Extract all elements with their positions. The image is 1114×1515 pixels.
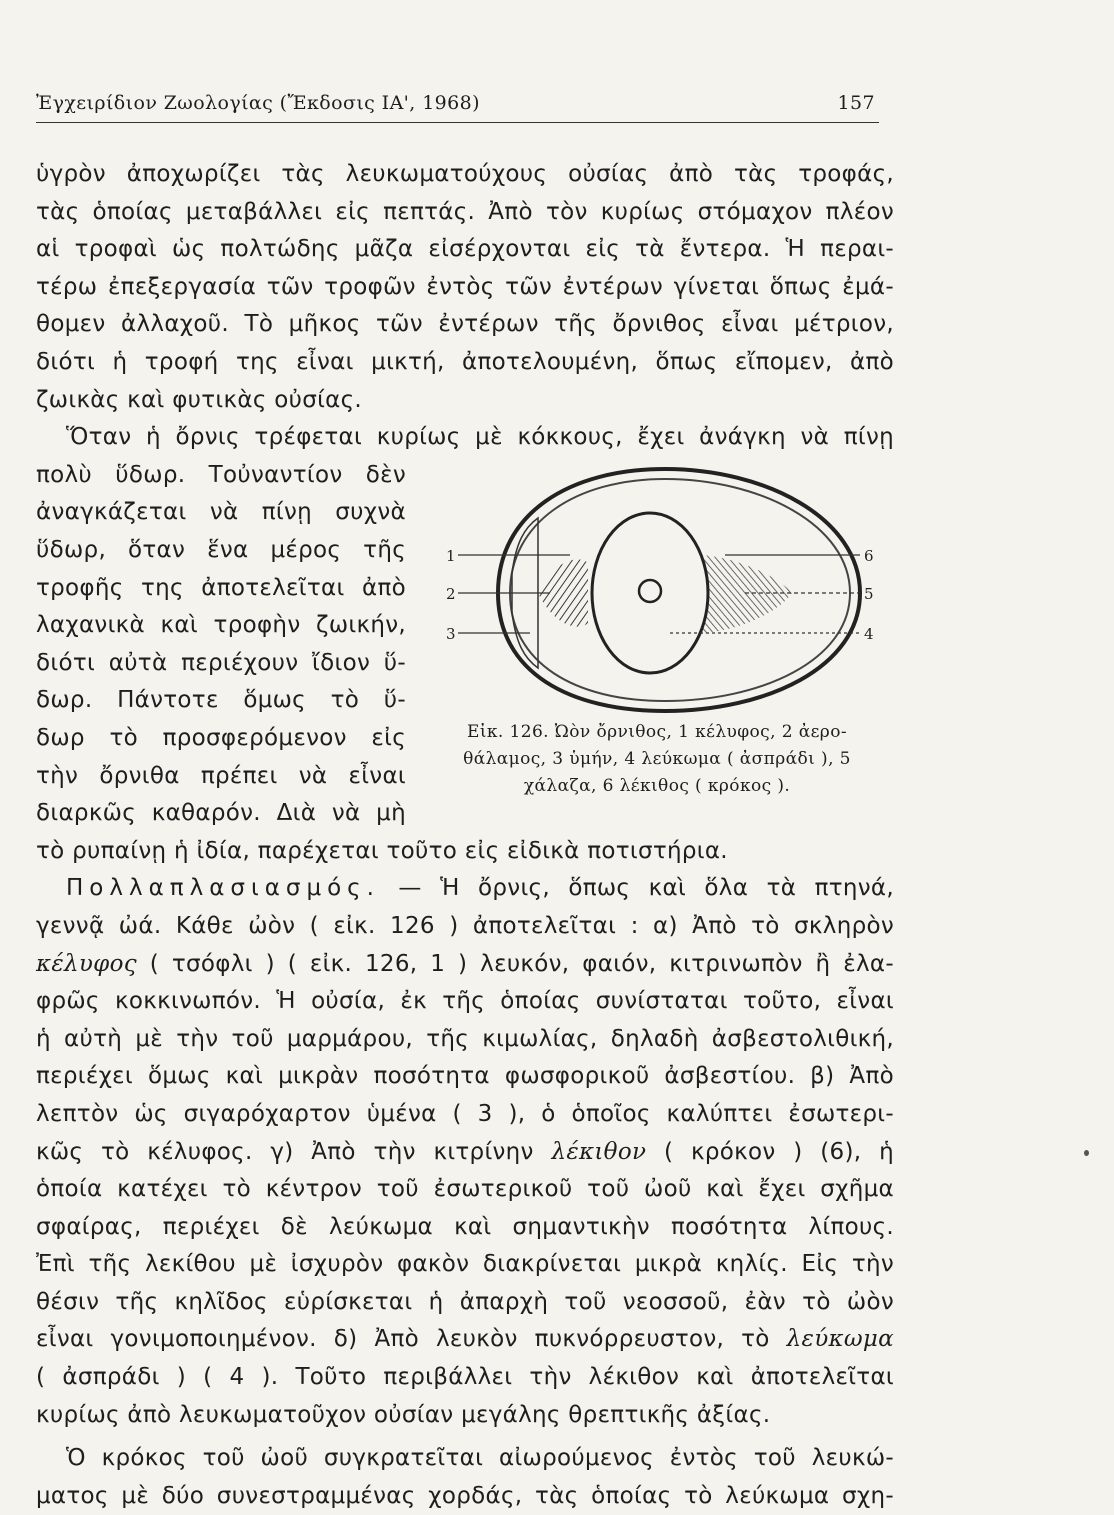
text-line: τέρω ἐπεξεργασία τῶν τροφῶν ἐντὸς τῶν ἐντέρων γίνεται ὅπως ἐμά- [36, 273, 894, 300]
text-line [36, 870, 894, 908]
label-3: 3 [446, 624, 456, 643]
egg-diagram [420, 463, 894, 713]
term-shell: κέλυφος [36, 950, 137, 977]
text-line: περιέχει ὅμως καὶ μικρὰν ποσότητα φωσφορικοῦ ἀσβεστίου. β) Ἀπὸ [36, 1063, 894, 1090]
page-number: 157 [837, 92, 875, 114]
text-line: ζωικὰς καὶ φυτικὰς οὐσίας. [36, 386, 363, 413]
label-2: 2 [446, 584, 456, 603]
print-speck [1084, 1150, 1089, 1156]
text-span: ( κρόκον ) (6), ἡ [646, 1138, 894, 1165]
paragraph-reproduction [36, 870, 894, 1434]
section-heading: Πολλαπλασιασμός. [66, 875, 380, 902]
paragraph-water [36, 419, 894, 870]
text-line: φρῶς κοκκινωπόν. Ἡ οὐσία, ἐκ τῆς ὁποίας συνίσταται τοῦτο, εἶναι [36, 988, 894, 1015]
chalaza-right [702, 555, 792, 633]
text-span: κῶς τὸ κέλυφος. γ) Ἀπὸ τὴν κιτρίνην [36, 1138, 534, 1165]
text-line: κυρίως ἀπὸ λευκωματοῦχον οὐσίαν μεγάλης θρεπτικῆς ἀξίας. [36, 1401, 771, 1428]
yolk [592, 513, 708, 673]
text-line: τὴν ὄρνιθα πρέπει νὰ εἶναι [36, 762, 406, 789]
text-line [36, 946, 894, 984]
text-line: Ἐπὶ τῆς λεκίθου μὲ ἰσχυρὸν φακὸν διακρίνεται μικρὰ κηλίς. Εἰς τὴν [36, 1251, 894, 1278]
text-line: ματος μὲ δύο συνεστραμμένας χορδάς, τὰς ὁποίας τὸ λεύκωμα σχη- [36, 1482, 894, 1509]
text-line: αἱ τροφαὶ ὡς πολτώδης μᾶζα εἰσέρχονται εἰς τὰ ἔντερα. Ἡ περαι- [36, 236, 894, 263]
text-line: τὰς ὁποίας μεταβάλλει εἰς πεπτάς. Ἀπὸ τὸν κυρίως στόμαχον πλέον [36, 198, 894, 225]
text-line: δωρ. Πάντοτε ὅμως τὸ ὕ- [36, 687, 406, 714]
label-6: 6 [864, 546, 874, 565]
label-5: 5 [864, 584, 874, 603]
egg-figure-block [420, 457, 894, 833]
text-line: λαχανικὰ καὶ τροφὴν ζωικήν, [36, 612, 406, 639]
text-line: ὕδωρ, ὅταν ἕνα μέρος τῆς [36, 536, 406, 563]
body-text [36, 156, 894, 1515]
text-line: τὸ ρυπαίνῃ ἡ ἰδία, παρέχεται τοῦτο εἰς εἰδικὰ ποτιστήρια. [36, 837, 728, 864]
text-line: ἀναγκάζεται νὰ πίνῃ συχνὰ [36, 499, 406, 526]
figure-caption [420, 719, 894, 800]
text-line: διότι ἡ τροφή της εἶναι μικτή, ἀποτελουμένη, ὅπως εἴπομεν, ἀπὸ [36, 348, 894, 375]
paragraph-yolk-suspension [36, 1440, 894, 1515]
term-yolk: λέκιθον [551, 1138, 647, 1165]
running-header [36, 90, 879, 123]
text-line: Ὅταν ἡ ὄρνις τρέφεται κυρίως μὲ κόκκους, ἔχει ἀνάγκη νὰ πίνῃ [66, 424, 894, 451]
caption-line: Εἰκ. 126. Ὠὸν ὄρνιθος, 1 κέλυφος, 2 ἀερο- [467, 721, 847, 742]
text-span: — Ἡ ὄρνις, ὅπως καὶ ὅλα τὰ πτηνά, [379, 875, 894, 902]
term-albumen: λεύκωμα [786, 1326, 894, 1353]
text-line: θομεν ἀλλαχοῦ. Τὸ μῆκος τῶν ἐντέρων τῆς ὄρνιθος εἶναι μέτριον, [36, 311, 894, 338]
label-1: 1 [446, 546, 456, 565]
text-line: διαρκῶς καθαρόν. Διὰ νὰ μὴ [36, 800, 406, 827]
caption-line: θάλαμος, 3 ὑμήν, 4 λεύκωμα ( ἀσπράδι ), 5 [463, 748, 851, 769]
text-span: ( τσόφλι ) ( εἰκ. 126, 1 ) λευκόν, φαιόν, κιτρινωπὸν ἢ ἐλα- [136, 950, 894, 977]
paragraph-digestion [36, 156, 894, 419]
text-line: διότι αὐτὰ περιέχουν ἴδιον ὕ- [36, 649, 406, 676]
text-line [36, 1134, 894, 1172]
text-line: δωρ τὸ προσφερόμενον εἰς [36, 724, 406, 751]
text-line: γεννᾷ ὠά. Κάθε ὠὸν ( εἰκ. 126 ) ἀποτελεῖται : α) Ἀπὸ τὸ σκληρὸν [36, 912, 894, 939]
label-4: 4 [864, 624, 874, 643]
text-line: πολὺ ὕδωρ. Τοὐναντίον δὲν [36, 461, 406, 488]
text-line: θέσιν τῆς κηλῖδος εὑρίσκεται ἡ ἀπαρχὴ τοῦ νεοσσοῦ, ἐὰν τὸ ὠὸν [36, 1288, 894, 1315]
text-line: τροφῆς της ἀποτελεῖται ἀπὸ [36, 574, 406, 601]
text-line [36, 1321, 894, 1359]
text-line: λεπτὸν ὡς σιγαρόχαρτον ὑμένα ( 3 ), ὁ ὁποῖος καλύπτει ἐσωτερι- [36, 1100, 894, 1127]
text-span: εἶναι γονιμοποιημένον. δ) Ἀπὸ λευκὸν πυκνόρρευστον, τὸ [36, 1326, 770, 1353]
text-line: σφαίρας, περιέχει δὲ λεύκωμα καὶ σημαντικὴν ποσότητα λίπους. [36, 1213, 894, 1240]
text-line: ὑγρὸν ἀποχωρίζει τὰς λευκωματούχους οὐσίας ἀπὸ τὰς τροφάς, [36, 161, 894, 187]
caption-line: χάλαζα, 6 λέκιθος ( κρόκος ). [523, 775, 791, 796]
text-line: Ὁ κρόκος τοῦ ὠοῦ συγκρατεῖται αἰωρούμενος ἐντὸς τοῦ λευκώ- [66, 1445, 894, 1472]
text-line: ὁποία κατέχει τὸ κέντρον τοῦ ἐσωτερικοῦ τοῦ ὠοῦ καὶ ἔχει σχῆμα [36, 1176, 894, 1203]
text-line: ἡ αὐτὴ μὲ τὴν τοῦ μαρμάρου, τῆς κιμωλίας, δηλαδὴ ἀσβεστολιθική, [36, 1025, 894, 1052]
text-line: ( ἀσπράδι ) ( 4 ). Τοῦτο περιβάλλει τὴν λέκιθον καὶ ἀποτελεῖται [36, 1364, 894, 1391]
book-title: Ἐγχειρίδιον Ζωολογίας (Ἔκδοσις ΙΑ', 1968) [36, 92, 480, 114]
